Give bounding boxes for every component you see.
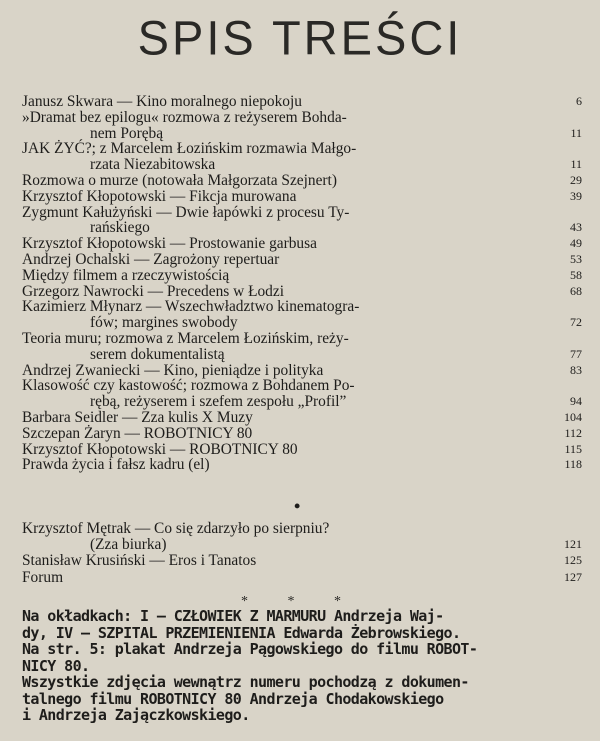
cover-note-line: talnego filmu ROBOTNICY 80 Andrzeja Chodakowskiego xyxy=(22,689,444,708)
toc-entry-text: fów; margines swobody xyxy=(90,314,238,332)
toc-entry-text: Andrzej Ochalski — Zagrożony repertuar xyxy=(22,251,280,268)
toc-page-number: 104 xyxy=(564,410,582,424)
toc-page-number: 125 xyxy=(564,553,582,568)
toc-page-number: 118 xyxy=(564,457,582,472)
toc-entry-text: Andrzej Zwaniecki — Kino, pieniądze i polityka xyxy=(22,361,324,379)
toc-page-number: 53 xyxy=(570,252,582,266)
toc-page-number: 121 xyxy=(564,537,582,552)
toc-page-number: 29 xyxy=(570,173,582,187)
toc-entry-text: serem dokumentalistą xyxy=(90,345,225,363)
toc-page-number: 49 xyxy=(570,236,582,251)
toc-entry-text: Grzegorz Nawrocki — Precedens w Łodzi xyxy=(22,282,284,300)
toc-page-number: 127 xyxy=(564,569,582,584)
toc-page-number: 68 xyxy=(570,283,582,298)
toc-entry-text: JAK ŻYĆ?; z Marcelem Łozińskim rozmawia Małgo- xyxy=(22,140,357,158)
toc-entry-text: Prawda życia i fałsz kadru (el) xyxy=(22,456,210,474)
page-title: SPIS TREŚCI xyxy=(137,10,463,65)
toc-entry-text: Stanisław Krusiński — Eros i Tanatos xyxy=(22,552,257,570)
toc-entry-text: Rozmowa o murze (notowała Małgorzata Szejnert) xyxy=(22,172,337,189)
toc-entry-text: Krzysztof Kłopotowski — ROBOTNICY 80 xyxy=(22,440,298,458)
toc-entry-text: Klasowość czy kastowość; rozmowa z Bohdanem Po- xyxy=(22,377,355,395)
toc-page-number: 77 xyxy=(570,346,582,361)
toc-entry-text: Teoria muru; rozmowa z Marcelem Łozińskim, reży- xyxy=(22,330,349,347)
toc-entry-text: Krzysztof Kłopotowski — Fikcja murowana xyxy=(22,187,297,205)
toc-page-number: 72 xyxy=(570,315,582,330)
toc-entry-text: Szczepan Żaryn — ROBOTNICY 80 xyxy=(22,424,253,442)
toc-entry-text: rzata Niezabitowska xyxy=(90,156,216,174)
cover-note-line: Wszystkie zdjęcia wewnątrz numeru pochodzą z dokumen- xyxy=(22,673,469,691)
cover-note-line: dy, IV — SZPITAL PRZEMIENIENIA Edwarda Żebrowskiego. xyxy=(22,623,461,642)
toc-entry-text: nem Porębą xyxy=(90,124,164,142)
cover-note-line: Na str. 5: plakat Andrzeja Pągowskiego do filmu ROBOT- xyxy=(22,640,478,658)
toc-page-number: 11 xyxy=(570,125,582,140)
toc-entry-text: Janusz Skwara — Kino moralnego niepokoju xyxy=(22,93,302,110)
toc-page-number: 115 xyxy=(564,441,582,456)
toc-page-number: 94 xyxy=(570,394,582,409)
toc-entry-text: Kazimierz Młynarz — Wszechwładztwo kinematogra- xyxy=(22,298,360,316)
toc-page-number: 6 xyxy=(576,94,582,108)
section-separator: • xyxy=(294,496,301,516)
toc-entry-text: Forum xyxy=(22,568,64,586)
toc-page-number: 112 xyxy=(564,425,582,440)
cover-note-line: NICY 80. xyxy=(22,656,90,675)
toc-entry-text: rębą, reżyserem i szefem zespołu „Profil” xyxy=(90,393,347,411)
toc-entry-text: Zygmunt Kałużyński — Dwie łapówki z procesu Ty- xyxy=(22,203,350,221)
toc-entry-text: Między filmem a rzeczywistością xyxy=(22,266,230,284)
cover-note-line: i Andrzeja Zajączkowskiego. xyxy=(22,706,250,724)
toc-entry-text: rańskiego xyxy=(90,219,150,237)
toc-page-number: 83 xyxy=(570,362,582,377)
toc-page-number: 58 xyxy=(570,267,582,282)
toc-entry-text: Krzysztof Mętrak — Co się zdarzyło po sierpniu? xyxy=(22,520,330,537)
toc-entry-text: (Zza biurka) xyxy=(90,536,167,554)
toc-page-number: 11 xyxy=(570,157,582,172)
cover-note-line: Na okładkach: I — CZŁOWIEK Z MARMURU Andrzeja Waj- xyxy=(22,607,444,625)
toc-entry-text: Krzysztof Kłopotowski — Prostowanie garbusa xyxy=(22,235,317,253)
toc-page-number: 43 xyxy=(570,220,582,235)
toc-entry-text: »Dramat bez epilogu« rozmowa z reżyserem Bohda- xyxy=(22,108,347,126)
toc-entry-text: Barbara Seidler — Zza kulis X Muzy xyxy=(22,409,253,426)
toc-page-number: 39 xyxy=(570,188,582,203)
stars-separator: * * * xyxy=(241,594,359,609)
